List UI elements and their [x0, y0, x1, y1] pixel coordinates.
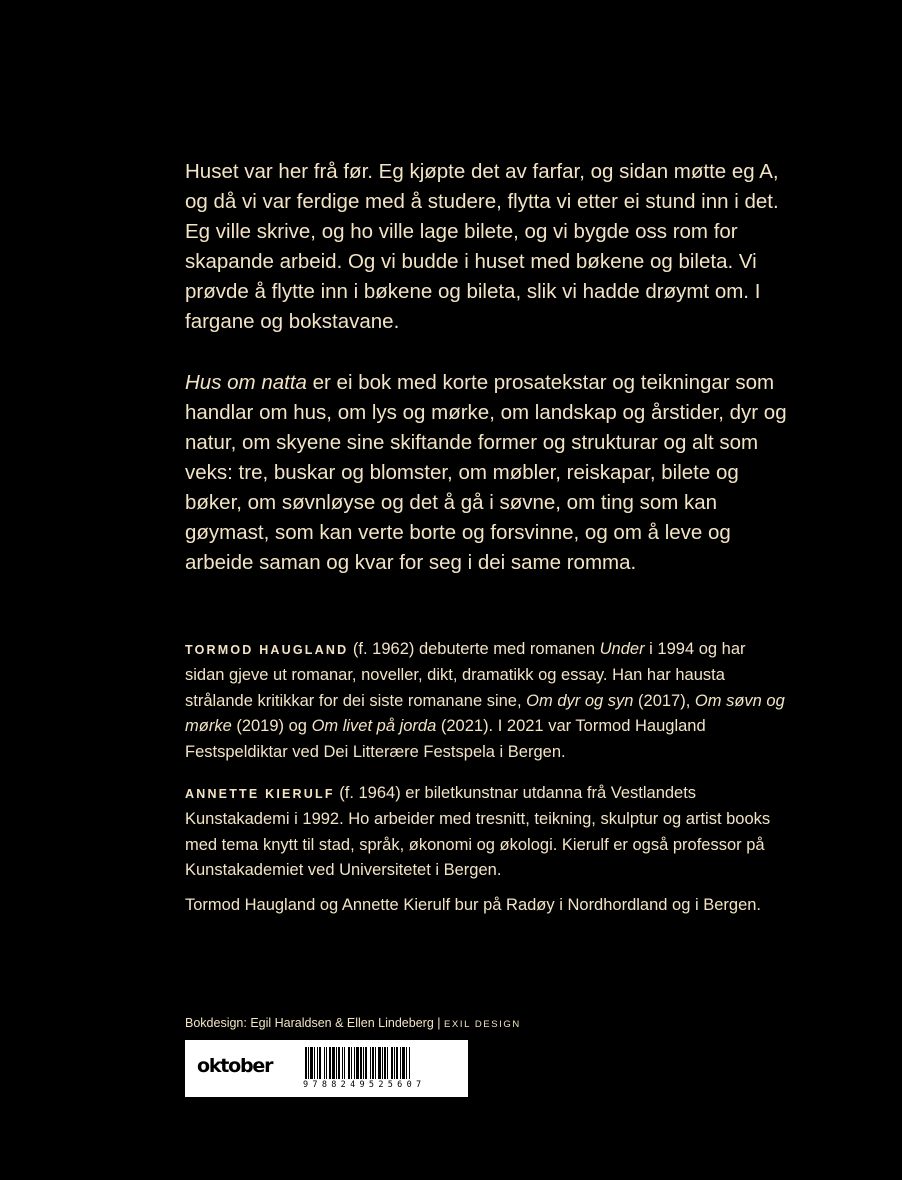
design-credit — [185, 1014, 521, 1034]
blurb-paragraph-1: Huset var her frå før. Eg kjøpte det av farfar, og sidan møtte eg A, og då vi var ferdige med å studere, flytta vi etter ei stund inn i det. Eg ville skrive, og ho ville lage bilete, og vi bygde oss rom for skapande arbeid. Og vi budde i huset med bøkene og bileta. Vi prøvde å flytte inn i bøkene og bileta, slik vi hadde drøymt om. I fargane og bokstavane. — [185, 160, 779, 333]
book-om-dyr-og-syn: Om dyr og syn — [526, 691, 634, 710]
design-credit-text: Bokdesign: Egil Haraldsen & Ellen Lindeberg | — [185, 1016, 444, 1030]
author-bio — [185, 637, 785, 765]
blurb-paragraph-2 — [185, 368, 795, 578]
barcode-icon — [305, 1047, 461, 1079]
isbn-digits: 9788249525607 — [303, 1080, 426, 1090]
author-bio-text-2: i 1994 og har sidan gjeve ut romanar, noveller, dikt, dramatikk og essay. Han har hausta strålande kritikkar for dei siste romanane sine, — [185, 640, 746, 710]
publisher-logo: oktober — [197, 1055, 273, 1077]
author-bio-text-3: (2017), — [633, 691, 695, 710]
barcode-box — [185, 1040, 468, 1097]
author-bio-text-1: (f. 1962) debuterte med romanen — [348, 640, 600, 658]
residence-note: Tormod Haugland og Annette Kierulf bur på Radøy i Nordhordland og i Bergen. — [185, 896, 762, 914]
author-name: TORMOD HAUGLAND — [185, 643, 349, 657]
author-bio-text-5: (2021). I 2021 var Tormod Haugland Festspeldiktar ved Dei Litterære Festspela i Bergen. — [185, 717, 706, 761]
book-title: Hus om natta — [185, 371, 307, 394]
book-under: Under — [599, 640, 645, 658]
artist-bio-text: (f. 1964) er biletkunstnar utdanna frå Vestlandets Kunstakademi i 1992. Ho arbeider med tresnitt, teikning, skulptur og artist books med tema knytt til stad, språk, økonomi og økologi. Kierulf er også professor på Kunstakademiet ved Universitetet i Bergen. — [185, 784, 771, 880]
blurb-paragraph-2-text: er ei bok med korte prosatekstar og teikningar som handlar om hus, om lys og mørke, om landskap og årstider, dyr og natur, om skyene sine skiftande former og strukturar og alt som veks: tre, buskar og blomster, om møbler, reiskapar, bilete og bøker, om søvnløyse og det å gå i søvne, om ting som kan gøymast, som kan verte borte og forsvinne, og om å leve og arbeide saman og kvar for seg i dei same romma. — [185, 371, 787, 574]
artist-name: ANNETTE KIERULF — [185, 787, 335, 801]
book-om-sovn-og-morke: Om søvn og mørke — [185, 691, 785, 736]
author-bio-text-4: (2019) og — [231, 717, 312, 736]
artist-bio — [185, 781, 785, 884]
book-om-livet-pa-jorda: Om livet på jorda — [311, 717, 437, 736]
design-studio: EXIL DESIGN — [443, 1019, 521, 1030]
